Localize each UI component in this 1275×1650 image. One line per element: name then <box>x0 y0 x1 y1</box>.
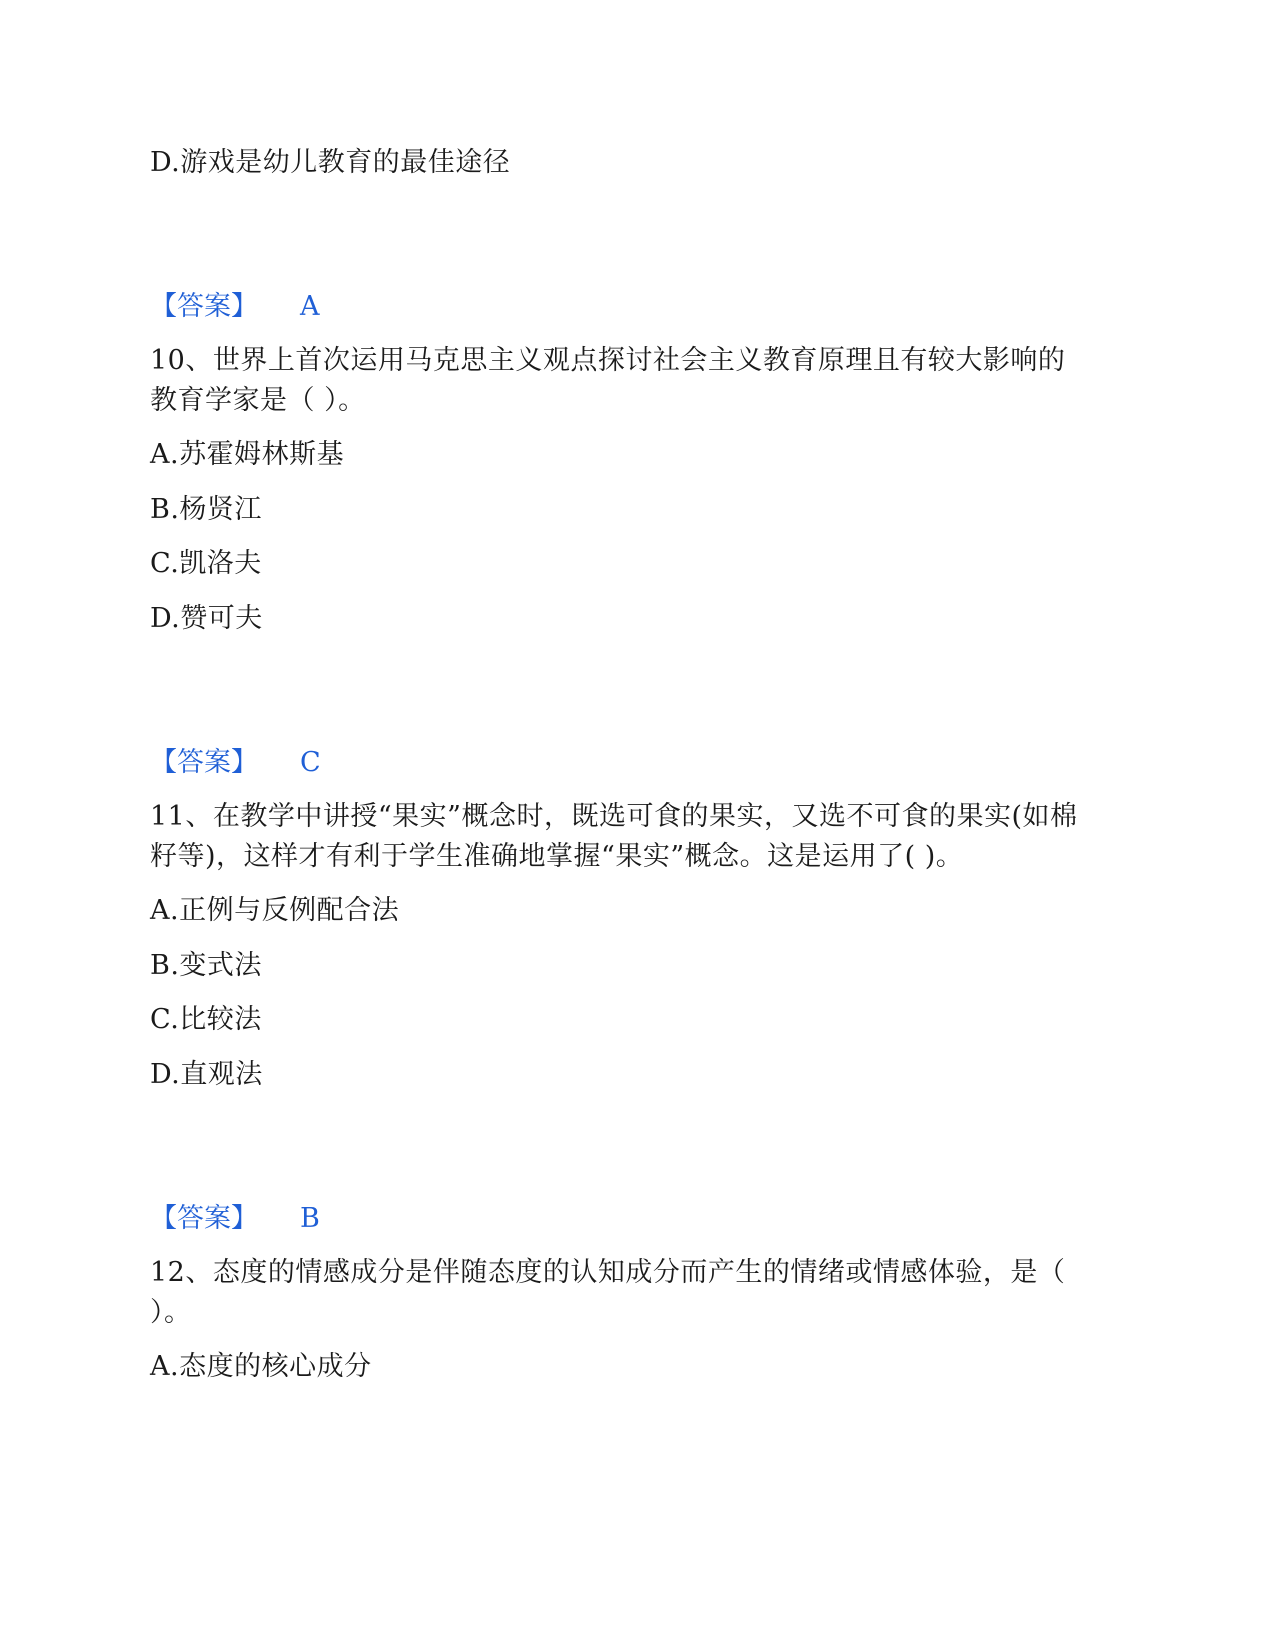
answer-label: 【答案】 <box>150 291 258 322</box>
answer-value: B <box>300 1203 320 1234</box>
q10-option-a: A.苏霍姆林斯基 <box>150 439 345 470</box>
q10-stem-line1: 10、世界上首次运用马克思主义观点探讨社会主义教育原理且有较大影响的 <box>150 345 1066 376</box>
q11-option-d: D.直观法 <box>150 1059 263 1090</box>
prev-answer-row <box>150 292 320 322</box>
q12-stem-line2: ）。 <box>150 1297 192 1328</box>
q12-stem-line1: 12、态度的情感成分是伴随态度的认知成分而产生的情绪或情感体验，是（ <box>150 1257 1066 1288</box>
answer-value: C <box>300 747 321 778</box>
q11-stem-line2: 籽等)，这样才有利于学生准确地掌握“果实”概念。这是运用了( )。 <box>150 841 964 872</box>
q11-option-b: B.变式法 <box>150 950 262 981</box>
q10-option-b: B.杨贤江 <box>150 494 262 525</box>
q10-option-c: C.凯洛夫 <box>150 548 262 579</box>
q10-answer-row <box>150 748 321 778</box>
answer-label: 【答案】 <box>150 747 258 778</box>
q11-answer-row <box>150 1204 320 1234</box>
q11-option-c: C.比较法 <box>150 1004 262 1035</box>
q10-stem-line2: 教育学家是（ ）。 <box>150 385 366 416</box>
answer-value: A <box>300 291 320 322</box>
q12-option-a: A.态度的核心成分 <box>150 1351 372 1382</box>
q10-option-d: D.赞可夫 <box>150 603 263 634</box>
answer-label: 【答案】 <box>150 1203 258 1234</box>
q11-option-a: A.正例与反例配合法 <box>150 895 400 926</box>
prev-option-d: D.游戏是幼儿教育的最佳途径 <box>150 147 511 178</box>
q11-stem-line1: 11、在教学中讲授“果实”概念时，既选可食的果实，又选不可食的果实(如棉 <box>150 801 1078 832</box>
